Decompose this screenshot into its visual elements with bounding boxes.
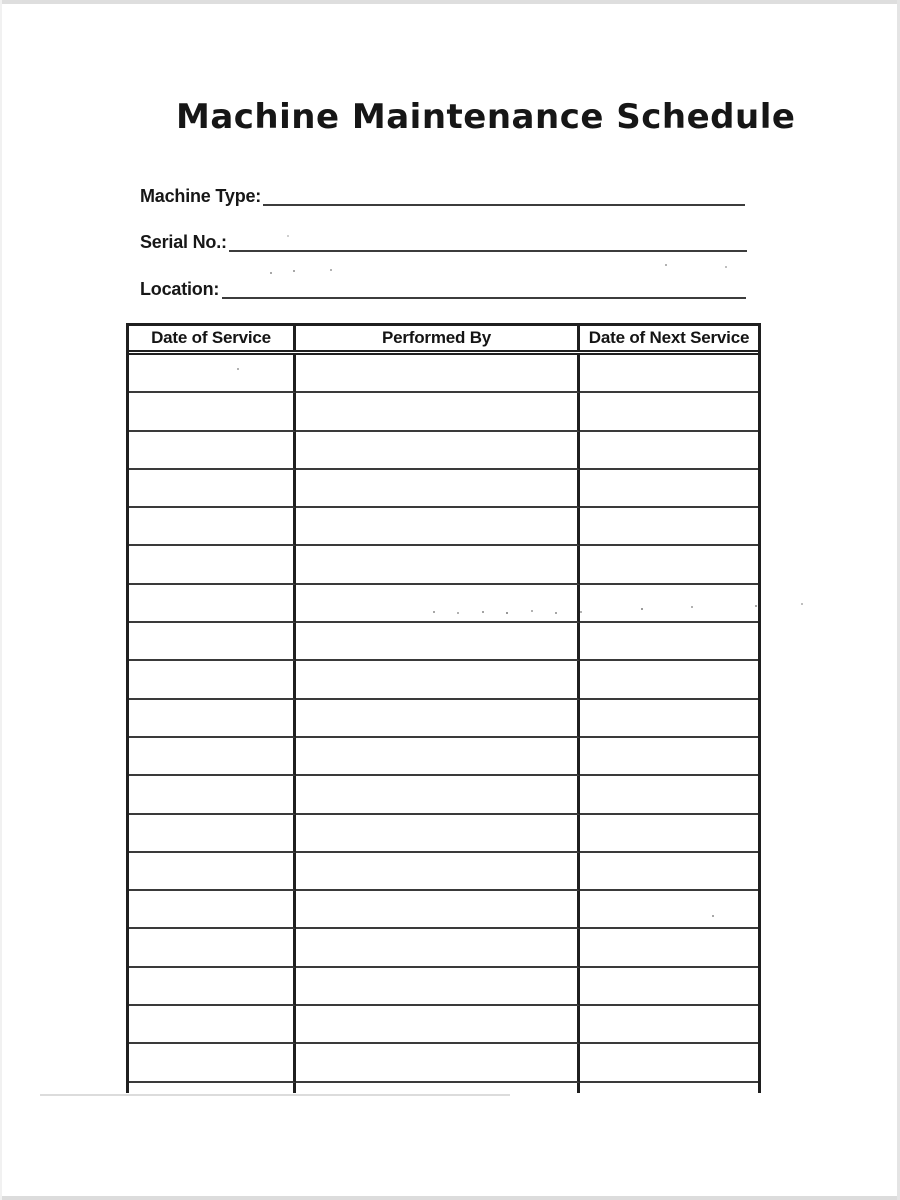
- table-cell: [129, 1006, 296, 1044]
- table-cell: [580, 470, 758, 508]
- table-cell: [580, 585, 758, 623]
- table-row: [129, 700, 758, 738]
- table-row: [129, 853, 758, 891]
- table-cell: [296, 776, 580, 814]
- table-cell: [296, 661, 580, 699]
- location-label: Location:: [140, 279, 220, 299]
- table-cell: [580, 815, 758, 853]
- table-cell: [580, 661, 758, 699]
- table-cell: [129, 585, 296, 623]
- table-cell: [129, 853, 296, 891]
- scan-edge-top: [0, 0, 900, 4]
- table-row: [129, 355, 758, 393]
- table-cell: [580, 355, 758, 393]
- table-cell: [296, 432, 580, 470]
- table-cell: [129, 968, 296, 1006]
- table-cell: [296, 546, 580, 584]
- table-cell: [129, 546, 296, 584]
- table-cell: [129, 1044, 296, 1082]
- table-row: [129, 815, 758, 853]
- scan-edge-left: [0, 0, 2, 1200]
- table-cell: [296, 508, 580, 546]
- page-title: Machine Maintenance Schedule: [176, 97, 796, 137]
- column-header-date-of-service: Date of Service: [129, 326, 296, 350]
- column-header-date-of-next-service: Date of Next Service: [588, 328, 750, 347]
- table-row: [129, 1044, 758, 1082]
- table-row: [129, 738, 758, 776]
- table-cell: [580, 1044, 758, 1082]
- table-cell: [129, 815, 296, 853]
- table-cell: [129, 738, 296, 776]
- table-cell: [129, 776, 296, 814]
- table-row: [129, 508, 758, 546]
- table-cell: [129, 432, 296, 470]
- table-cell: [580, 546, 758, 584]
- table-cell: [296, 853, 580, 891]
- machine-type-label: Machine Type:: [140, 186, 262, 206]
- table-cell: [296, 585, 580, 623]
- table-cell: [296, 700, 580, 738]
- table-cell: [296, 968, 580, 1006]
- table-row: [129, 891, 758, 929]
- table-cell: [296, 1044, 580, 1082]
- table-cell: [580, 891, 758, 929]
- table-cell: [296, 393, 580, 431]
- table-header-row: [129, 326, 758, 355]
- table-row: [129, 546, 758, 584]
- table-row: [129, 1006, 758, 1044]
- table-cell: [580, 393, 758, 431]
- table-cell: [580, 623, 758, 661]
- table-row: [129, 623, 758, 661]
- location-blank-line: [222, 297, 746, 299]
- table-body: [129, 355, 758, 1093]
- table-cell: [296, 738, 580, 776]
- table-cell: [129, 623, 296, 661]
- table-cell: [580, 1083, 758, 1093]
- table-cell: [129, 1083, 296, 1093]
- column-header-performed-by: Performed By: [296, 326, 580, 350]
- table-cell: [580, 929, 758, 967]
- table-cell: [296, 623, 580, 661]
- table-row: [129, 968, 758, 1006]
- serial-no-label: Serial No.:: [140, 232, 227, 252]
- serial-no-blank-line: [229, 250, 747, 252]
- table-cell: [296, 355, 580, 393]
- table-row: [129, 393, 758, 431]
- scan-cutoff-smudge: [40, 1094, 510, 1096]
- table-cell: [129, 393, 296, 431]
- table-cell: [296, 815, 580, 853]
- table-cell: [129, 661, 296, 699]
- table-cell: [580, 776, 758, 814]
- table-cell: [580, 1006, 758, 1044]
- table-row: [129, 776, 758, 814]
- table-row: [129, 661, 758, 699]
- table-cell: [129, 891, 296, 929]
- table-row: [129, 470, 758, 508]
- table-cell: [580, 432, 758, 470]
- table-row: [129, 432, 758, 470]
- table-cell: [580, 853, 758, 891]
- scan-edge-bottom: [0, 1196, 900, 1200]
- maintenance-schedule-table: [126, 323, 761, 1093]
- table-cell: [129, 929, 296, 967]
- table-cell: [129, 700, 296, 738]
- table-row: [129, 585, 758, 623]
- table-cell: [129, 355, 296, 393]
- scan-noise-dots: [433, 611, 435, 613]
- table-cell: [580, 700, 758, 738]
- table-cell: [296, 891, 580, 929]
- scan-noise-dots: [712, 915, 714, 917]
- machine-type-blank-line: [263, 204, 745, 206]
- table-cell: [129, 508, 296, 546]
- table-cell: [296, 470, 580, 508]
- table-cell: [129, 470, 296, 508]
- table-cell: [580, 508, 758, 546]
- table-cell: [580, 738, 758, 776]
- table-cell: [296, 1083, 580, 1093]
- scan-noise-dots: [270, 272, 272, 274]
- table-row: [129, 1083, 758, 1093]
- table-row: [129, 929, 758, 967]
- table-cell: [580, 968, 758, 1006]
- table-cell: [296, 929, 580, 967]
- table-cell: [296, 1006, 580, 1044]
